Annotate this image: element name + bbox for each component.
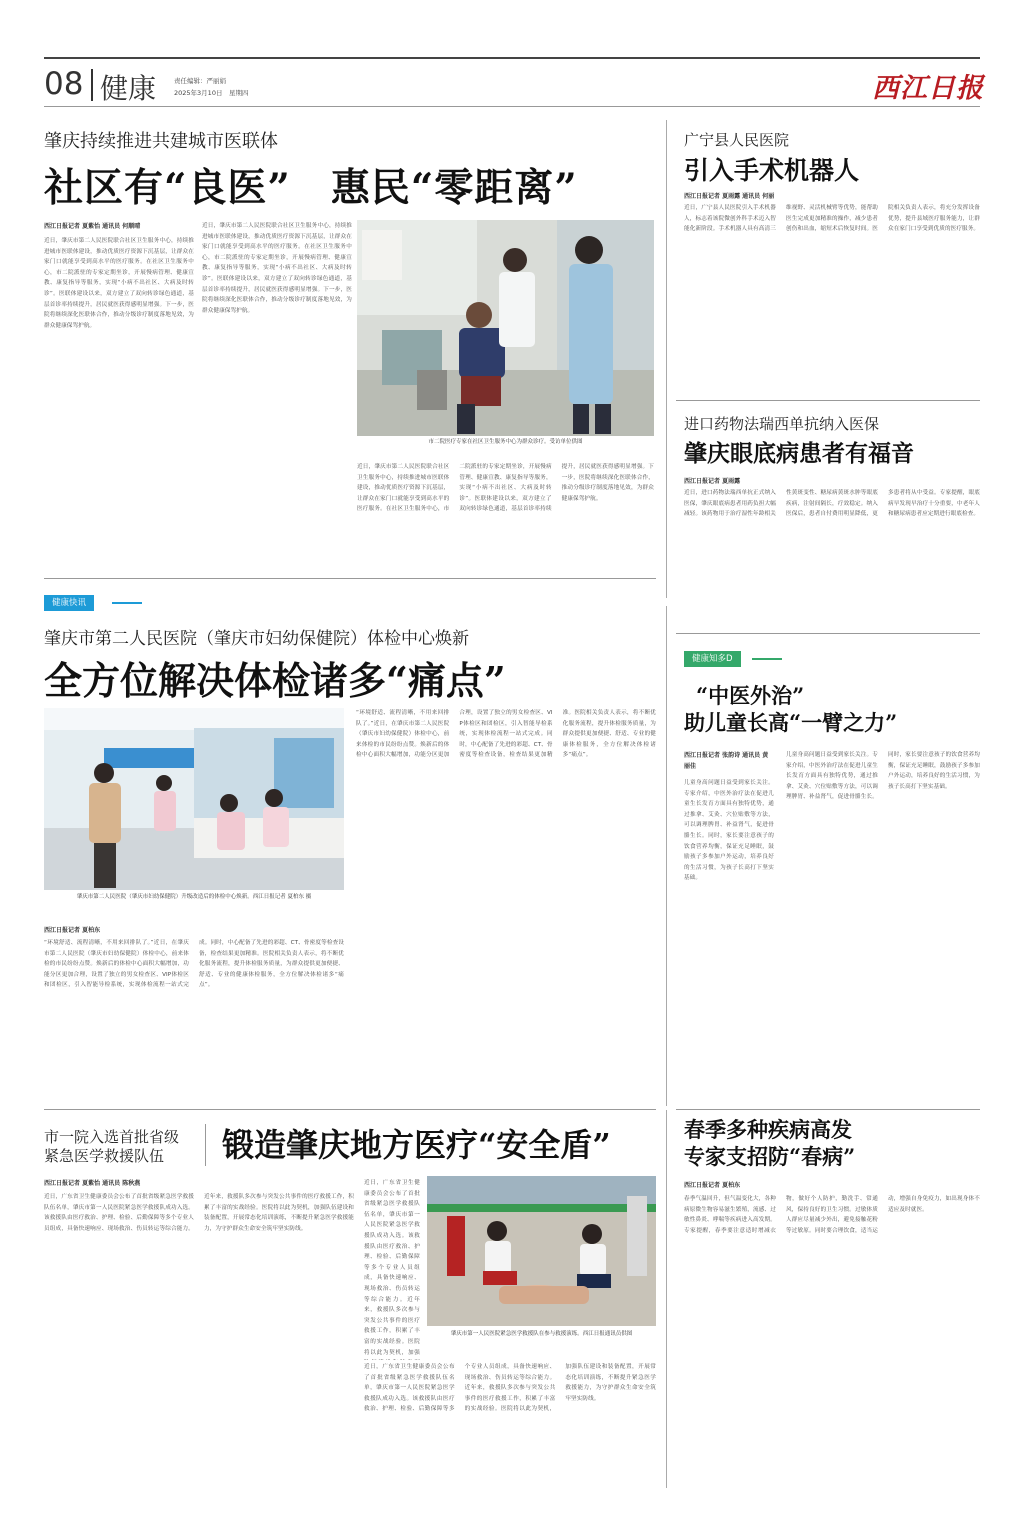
tcm-tag-rule <box>752 658 782 660</box>
emergency-photo <box>427 1176 656 1326</box>
drug-body: 近日，进口药物法瑞西单抗正式纳入医保，肇庆眼底病患者用药负担大幅减轻。该药物用于治疗湿性年龄相关性黄斑变性、糖尿病黄斑水肿等眼底疾病，注射间隔长，疗效稳定。纳入医保后，患者自付费用明显降低，更多患者将从中受益。专家提醒，眼底病早发现早治疗十分重要，中老年人和糖尿病患者应定期进行眼底检查。 <box>684 490 980 518</box>
community-photo-caption: 市二院医疗专家在社区卫生服务中心为群众诊疗。受访单位供图 <box>428 439 583 445</box>
drug-title: 肇庆眼底病患者有福音 <box>684 440 914 467</box>
emergency-photo-illustration <box>427 1176 656 1326</box>
checkup-tag: 健康快讯 <box>44 595 94 611</box>
robot-byline: 西江日报记者 夏雨露 通讯员 何丽 <box>684 193 775 200</box>
tcm-byline: 西江日报记者 张韵诗 通讯员 黄丽佳 <box>684 752 769 770</box>
checkup-photo-illustration <box>44 708 344 890</box>
community-byline: 西江日报记者 夏紫怡 通讯员 何顺晴 <box>44 223 141 230</box>
community-body-lower: 近日，肇庆市第二人民医院联合社区卫生服务中心，持续推进城市医联体建设，推动优质医疗资源下沉基层，让群众在家门口就能享受到高水平的医疗服务。在社区卫生服务中心，市二院派驻的专家定期坐诊，开展慢病管理、健康宣教、康复指导等服务，实现“小病不出社区、大病及时转诊”。医联体建设以来，双方建立了双向转诊绿色通道，基层首诊率持续提升，居民就医获得感明显增强。下一步，医院将继续深化医联体合作，推动分级诊疗制度落地见效，为群众健康保驾护航。 <box>357 464 654 513</box>
page-number: 08 <box>44 66 84 102</box>
tcm-tag: 健康知多D <box>684 651 741 667</box>
emergency-body-narrow: 近日，广东省卫生健康委员会公布了首批省级紧急医学救援队伍名单，肇庆市第一人民医院紧急医学救援队成功入选。该救援队由医疗救治、护理、检验、后勤保障等多个专业人员组成，具备快速响应、现场救治、伤员转运等综合能力。近年来，救援队多次参与突发公共事件的医疗救援工作，积累了丰富的实战经验。医院将以此为契机，加强 <box>364 1180 420 1356</box>
header-bottom-rule <box>44 106 980 107</box>
checkup-photo-caption: 肇庆市第二人民医院（肇庆市妇幼保健院）升级改造后的体检中心焕新。西江日报记者 夏柏东 摄 <box>76 894 312 900</box>
checkup-body-right: “环境舒适、流程清晰，不用来回排队了。”近日，在肇庆市第二人民医院（肇庆市妇幼保健院）体检中心，前来体检的市民纷纷点赞。焕新后的体检中心面积大幅增加，功能分区更加合理，设置了独立的男女检查区、VIP体检区和团检区，引入智能导检系统，实现体检流程一站式完成。同时，中心配备了先进的彩超、CT、骨密度等检查设备，检查结果更加精准。医院相关负责人表示，将不断优化服务流程，提升体检服务质量，为群众提供更加便捷、舒适、专业的健康体检服务，全方位解决体检诸多“痛点”。 <box>356 710 656 759</box>
emergency-title-divider <box>205 1124 206 1166</box>
emergency-byline: 西江日报记者 夏紫怡 通讯员 陈秋燕 <box>44 1180 141 1187</box>
date-line: 2025年3月10日 星期四 <box>174 89 249 97</box>
emergency-photo-caption: 肇庆市第一人民医院紧急医学救援队在参与救援演练。西江日报通讯员供图 <box>450 1331 633 1337</box>
robot-subtitle: 广宁县人民医院 <box>684 131 790 149</box>
column-divider-bottom <box>666 1110 667 1488</box>
tcm-title-line1: “中医外治” <box>696 683 805 708</box>
tcm-body-col1: 儿童身高问题日益受到家长关注。专家介绍，中医外治疗法在促进儿童生长发育方面具有独特优势，通过推拿、艾灸、穴位贴敷等方法，可以调理脾胃、补益肾气，促进骨骼生长。同时，家长要注意孩子的饮食营养均衡，保证充足睡眠，鼓励孩子多参加户外运动，培养良好的生活习惯，为孩子长高打下坚实基础。 <box>684 780 774 882</box>
section-title: 健康 <box>100 72 157 105</box>
community-title: 社区有“良医” 惠民“零距离” <box>44 165 578 211</box>
emergency-subtitle-line1: 市一院入选首批省级 <box>44 1128 180 1146</box>
community-photo-illustration <box>357 220 654 436</box>
editor-line: 责任编辑：严丽娟 <box>174 77 226 85</box>
masthead-logo: 西江日报 <box>872 73 984 104</box>
spring-title-line1: 春季多种疾病高发 <box>684 1117 852 1142</box>
checkup-byline: 西江日报记者 夏柏东 <box>44 927 101 934</box>
section-rule-right-1 <box>676 400 980 401</box>
community-body-col2: 近日，肇庆市第二人民医院联合社区卫生服务中心，持续推进城市医联体建设，推动优质医疗资源下沉基层，让群众在家门口就能享受到高水平的医疗服务。在社区卫生服务中心，市二院派驻的专家定期坐诊，开展慢病管理、健康宣教、康复指导等服务，实现“小病不出社区、大病及时转诊”。医联体建设以来，双方建立了双向转诊绿色通道，基层首诊率持续提升，居民就医获得感明显增强。下一步，医院将继续深化医联体合作，推动分级诊疗制度落地见效，为群众健康保驾护航。 <box>202 223 352 314</box>
checkup-tag-rule <box>112 602 142 604</box>
section-rule-2 <box>44 1109 656 1110</box>
emergency-body-left: 近日，广东省卫生健康委员会公布了首批省级紧急医学救援队伍名单，肇庆市第一人民医院紧急医学救援队成功入选。该救援队由医疗救治、护理、检验、后勤保障等多个专业人员组成，具备快速响应、现场救治、伤员转运等综合能力。近年来，救援队多次参与突发公共事件的医疗救援工作，积累了丰富的实战经验。医院将以此为契机，加强队伍建设和装备配置，开展常态化培训演练，不断提升紧急医学救援能力，为守护群众生命安全筑牢坚实防线。 <box>44 1194 354 1232</box>
tcm-title-line2: 助儿童长高“一臂之力” <box>684 710 898 735</box>
spring-body: 春季气温回升，但气温变化大，各种病原微生物容易滋生繁殖，流感、过敏性鼻炎、哮喘等疾病进入高发期。专家提醒，春季要注意适时增减衣物，做好个人防护，勤洗手、常通风，保持良好的卫生习惯。过敏体质人群应尽量减少外出，避免接触花粉等过敏原。同时要合理饮食，适当运动，增强自身免疫力，如出现身体不适应及时就医。 <box>684 1196 980 1234</box>
robot-title: 引入手术机器人 <box>684 156 860 185</box>
section-rule-right-3 <box>676 1109 980 1110</box>
header-top-rule <box>44 57 980 59</box>
header-divider <box>91 69 93 101</box>
community-photo <box>357 220 654 436</box>
drug-byline: 西江日报记者 夏雨露 <box>684 478 741 485</box>
checkup-title: 全方位解决体检诸多“痛点” <box>44 658 506 703</box>
column-divider-mid <box>666 606 667 1106</box>
community-body-col1: 近日，肇庆市第二人民医院联合社区卫生服务中心，持续推进城市医联体建设，推动优质医疗资源下沉基层，让群众在家门口就能享受到高水平的医疗服务。在社区卫生服务中心，市二院派驻的专家定期坐诊，开展慢病管理、健康宣教、康复指导等服务，实现“小病不出社区、大病及时转诊”。医联体建设以来，双方建立了双向转诊绿色通道，基层首诊率持续提升，居民就医获得感明显增强。下一步，医院将继续深化医联体合作，推动分级诊疗制度落地见效，为群众健康保驾护航。 <box>44 238 194 329</box>
checkup-photo <box>44 708 344 890</box>
spring-byline: 西江日报记者 夏柏东 <box>684 1182 741 1189</box>
community-subtitle: 肇庆持续推进共建城市医联体 <box>44 131 278 152</box>
drug-subtitle: 进口药物法瑞西单抗纳入医保 <box>684 415 880 433</box>
section-rule-right-2 <box>676 633 980 634</box>
checkup-subtitle: 肇庆市第二人民医院（肇庆市妇幼保健院）体检中心焕新 <box>44 629 469 649</box>
emergency-body-lower: 近日，广东省卫生健康委员会公布了首批省级紧急医学救援队伍名单，肇庆市第一人民医院紧急医学救援队成功入选。该救援队由医疗救治、护理、检验、后勤保障等多个专业人员组成，具备快速响应、现场救治、伤员转运等综合能力。近年来，救援队多次参与突发公共事件的医疗救援工作，积累了丰富的实战经验。医院将以此为契机，加强队伍建设和装备配置，开展常态化培训演练，不断提升紧急医学救援能力，为守护群众生命安全筑牢坚实防线。 <box>364 1364 656 1413</box>
checkup-body-left: “环境舒适、流程清晰，不用来回排队了。”近日，在肇庆市第二人民医院（肇庆市妇幼保健院）体检中心，前来体检的市民纷纷点赞。焕新后的体检中心面积大幅增加，功能分区更加合理，设置了独立的男女检查区、VIP体检区和团检区，引入智能导检系统，实现体检流程一站式完成。同时，中心配备了先进的彩超、CT、骨密度等检查设备，检查结果更加精准。医院相关负责人表示，将不断优化服务流程，提升体检服务质量，为群众提供更加便捷、舒适、专业的健康体检服务，全方位解决体检诸多“痛点”。 <box>44 940 344 989</box>
emergency-title: 锻造肇庆地方医疗“安全盾” <box>222 1126 611 1164</box>
tcm-body-col23: 儿童身高问题日益受到家长关注。专家介绍，中医外治疗法在促进儿童生长发育方面具有独特优势，通过推拿、艾灸、穴位贴敷等方法，可以调理脾胃、补益肾气，促进骨骼生长。同时，家长要注意孩子的饮食营养均衡，保证充足睡眠，鼓励孩子多参加户外运动，培养良好的生活习惯，为孩子长高打下坚实基础。 <box>786 752 980 801</box>
spring-title-line2: 专家支招防“春病” <box>684 1144 856 1169</box>
column-divider-top <box>666 120 667 598</box>
emergency-subtitle-line2: 紧急医学救援队伍 <box>44 1147 165 1165</box>
robot-body: 近日，广宁县人民医院引入手术机器人，标志着该院微创外科手术迈入智能化新阶段。手术机器人具有高清三维视野、灵活机械臂等优势，能帮助医生完成更加精准的操作，减少患者创伤和出血，缩短术后恢复时间。医院相关负责人表示，将充分发挥设备优势，提升县域医疗服务能力，让群众在家门口享受到优质的医疗服务。 <box>684 205 980 233</box>
section-rule-1 <box>44 578 656 579</box>
